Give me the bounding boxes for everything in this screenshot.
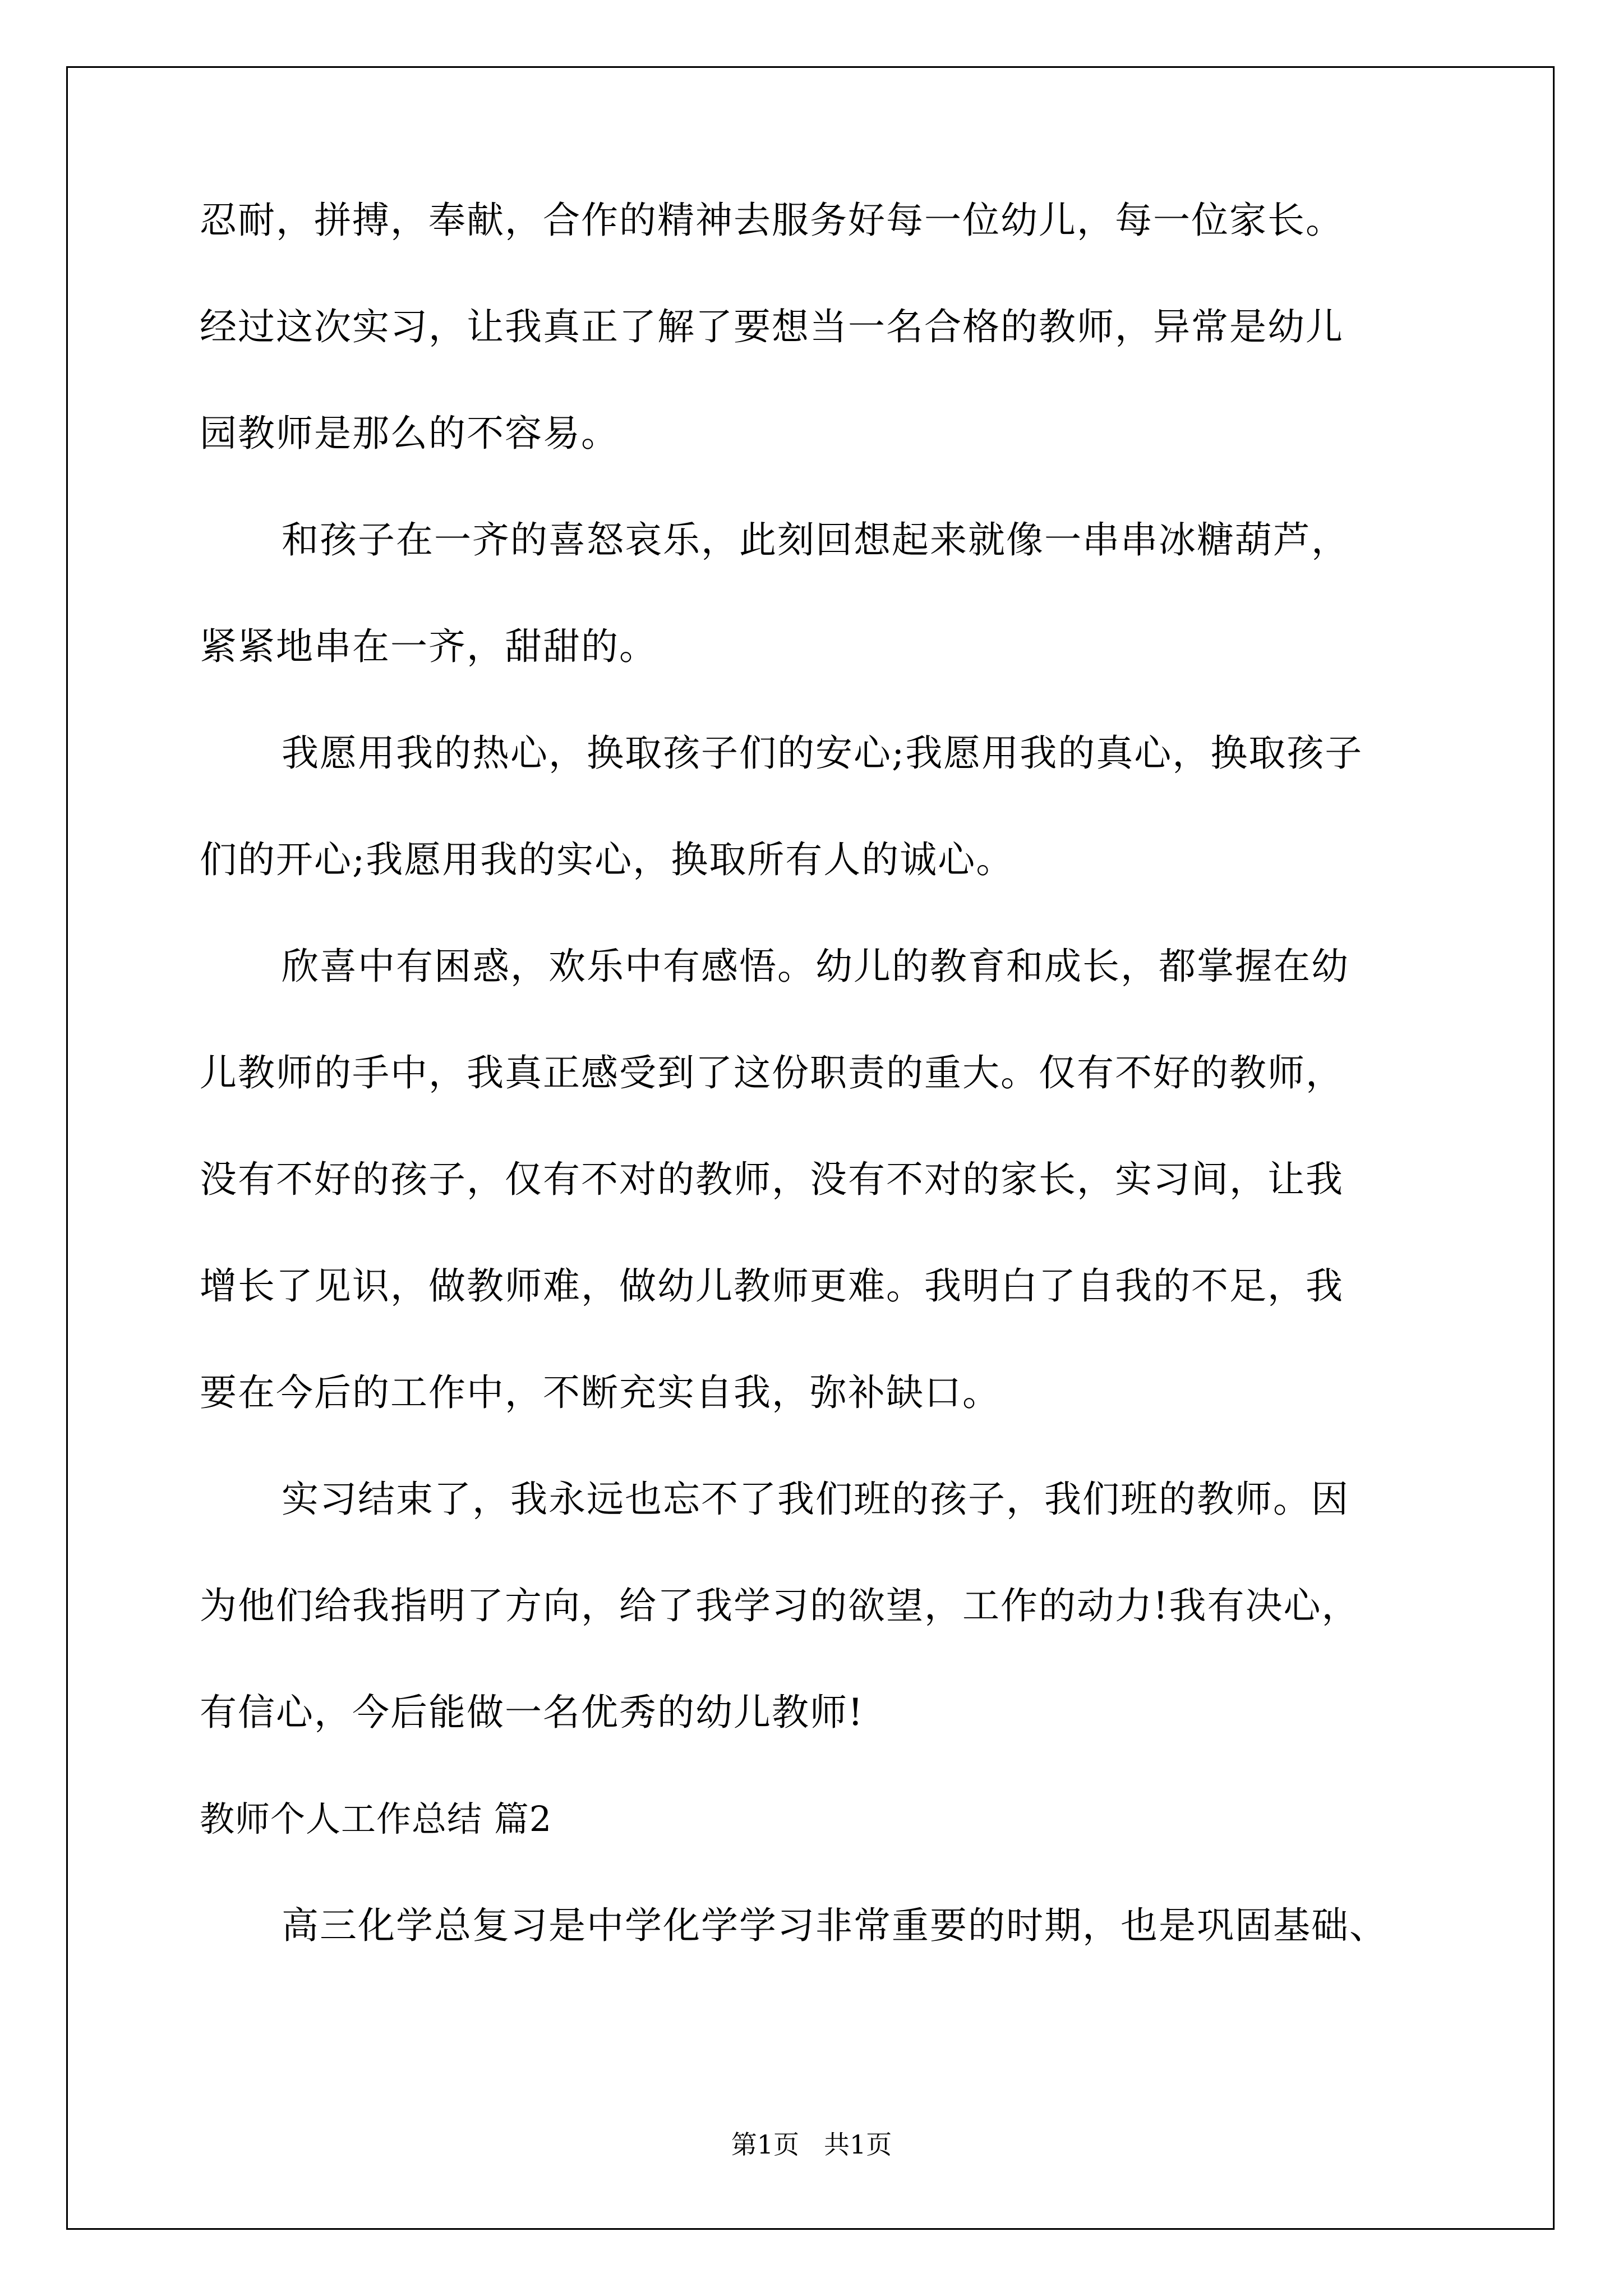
text-line-3: 园教师是那么的不容易。 bbox=[200, 412, 619, 455]
footer-spacer bbox=[799, 2129, 824, 2160]
text-line-8: 欣喜中有困惑，欢乐中有感悟。幼儿的教育和成长，都掌握在幼 bbox=[282, 945, 1349, 988]
page-total: 共1页 bbox=[823, 2129, 892, 2160]
text-line-7: 们的开心;我愿用我的实心，换取所有人的诚心。 bbox=[200, 838, 1015, 881]
text-line-10: 没有不好的孩子，仅有不对的教师，没有不对的家长，实习间，让我 bbox=[200, 1158, 1344, 1201]
text-line-5: 紧紧地串在一齐，甜甜的。 bbox=[200, 625, 657, 668]
page-number: 第1页 bbox=[731, 2129, 800, 2160]
document-body bbox=[200, 199, 1445, 2014]
text-line-9: 儿教师的手中，我真正感受到了这份职责的重大。仅有不好的教师， bbox=[200, 1051, 1344, 1094]
text-line-4: 和孩子在一齐的喜怒哀乐，此刻回想起来就像一串串冰糖葫芦， bbox=[282, 518, 1349, 562]
text-line-17: 高三化学总复习是中学化学学习非常重要的时期，也是巩固基础、 bbox=[282, 1904, 1387, 1947]
text-line-11: 增长了见识，做教师难，做幼儿教师更难。我明白了自我的不足，我 bbox=[200, 1264, 1344, 1308]
text-line-13: 实习结束了，我永远也忘不了我们班的孩子，我们班的教师。因 bbox=[282, 1478, 1349, 1521]
text-line-2: 经过这次实习，让我真正了解了要想当一名合格的教师，异常是幼儿 bbox=[200, 305, 1344, 348]
section-heading: 教师个人工作总结 篇2 bbox=[200, 1798, 552, 1839]
text-line-6: 我愿用我的热心，换取孩子们的安心;我愿用我的真心，换取孩子 bbox=[282, 731, 1363, 775]
text-line-1: 忍耐，拼搏，奉献，合作的精神去服务好每一位幼儿，每一位家长。 bbox=[200, 199, 1344, 242]
text-line-15: 有信心，今后能做一名优秀的幼儿教师! bbox=[200, 1691, 864, 1734]
text-line-14: 为他们给我指明了方向，给了我学习的欲望，工作的动力!我有决心， bbox=[200, 1584, 1360, 1627]
page-footer bbox=[0, 2129, 1623, 2160]
text-line-12: 要在今后的工作中，不断充实自我，弥补缺口。 bbox=[200, 1371, 1000, 1414]
